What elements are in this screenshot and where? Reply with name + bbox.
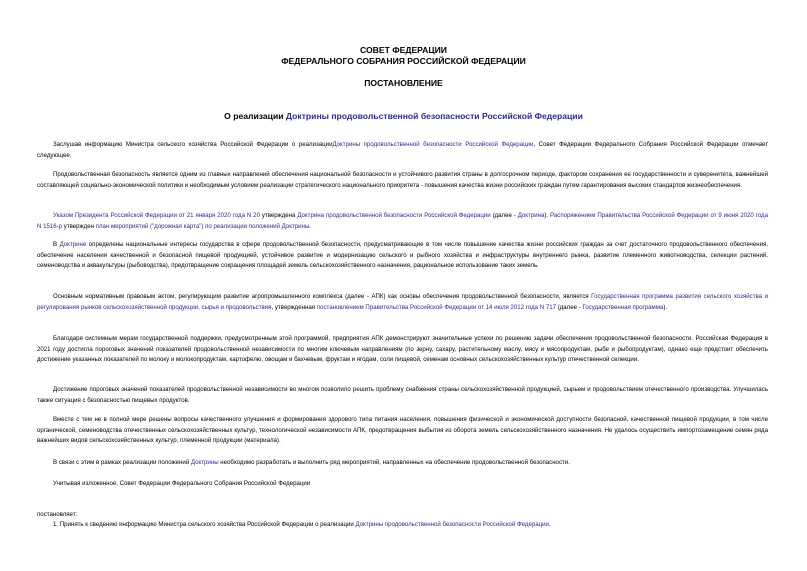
p5-text-3: (далее -	[556, 303, 583, 311]
p3-doctrine-link[interactable]: Доктрина продовольственной безопасности Российской Федерации	[297, 212, 491, 219]
p3-order-link[interactable]: Распоряжением Правительства Российской Федерации от 9 июня 2020 года N 1516-р	[37, 212, 768, 230]
p9-text-2: необходимо разработать и выполнить ряд мероприятий, направленных на обеспечение продовольственной безопасности.	[218, 459, 570, 466]
header-line-2: ФЕДЕРАЛЬНОГО СОБРАНИЯ РОССИЙСКОЙ ФЕДЕРАЦИИ	[281, 56, 526, 66]
paragraph-7	[37, 385, 768, 406]
p9-doctrine-link[interactable]: Доктрины	[190, 459, 219, 466]
paragraph-11	[37, 510, 768, 521]
p3-text-2: (далее -	[490, 212, 518, 219]
p1-text-2: , Совет Федерации Федерального Собрания Российской Федерации отмечает следующее.	[37, 141, 768, 159]
header-line-1: СОВЕТ ФЕДЕРАЦИИ	[360, 45, 447, 55]
document-title	[0, 111, 807, 121]
p11-text: постановляет:	[37, 511, 78, 518]
p5-program-short-link[interactable]: Государственная программа	[582, 303, 664, 311]
p1-text-1: Заслушав информацию Министра сельского хозяйства Российской Федерации о реализации	[53, 141, 333, 148]
p4-text-1: В	[53, 241, 60, 248]
p3-text-4: утвержден	[62, 222, 96, 230]
paragraph-5	[37, 292, 768, 313]
p4-doctrine-link[interactable]: Доктрине	[59, 241, 87, 248]
paragraph-8	[37, 415, 768, 447]
p7-text: Достижение пороговых значений показателей продовольственной независимости во многом позволило решить проблему снабжения страны сельскохозяйственной продукцией, сырьем и продовольствием отечественного производства. Улучшилась также ситуация с безопасностью пищевых продуктов.	[37, 386, 768, 404]
title-doctrine-link[interactable]: Доктрины продовольственной безопасности Российской Федерации	[285, 111, 583, 121]
p8-text: Вместе с тем не в полной мере решены вопросы качественного улучшения и формирования здорового типа питания населения, повышения физической и экономической доступности безопасной, качественной пищевой продукции, в том числе органической, семеноводства отечественных сельскохозяйственных культур, технологической независимости АПК, предотвращения выбытия из оборота земель сельскохозяйственного назначения. Не удалось осуществить импортозамещение семян ряда важнейших видов сельскохозяйственных культур, племенной продукции (материала).	[37, 416, 768, 445]
paragraph-6	[37, 334, 768, 366]
p5-resolution-link[interactable]: постановлением Правительства Российской Федерации от 14 июля 2012 года N 717	[316, 303, 557, 311]
p10-text: Учитывая изложенное, Совет Федерации Федерального Собрания Российской Федерации	[53, 480, 311, 487]
paragraph-10	[37, 479, 768, 490]
document-type: ПОСТАНОВЛЕНИЕ	[364, 78, 443, 88]
title-prefix: О реализации	[224, 111, 286, 121]
paragraph-12	[37, 520, 768, 531]
paragraph-4	[37, 240, 768, 272]
paragraph-9	[37, 458, 768, 469]
p1-doctrine-link[interactable]: Доктрины продовольственной безопасности Российской Федерации	[332, 141, 534, 148]
paragraph-3	[37, 211, 768, 232]
p12-doctrine-link[interactable]: Доктрины продовольственной безопасности Российской Федерации	[355, 521, 549, 528]
p5-text-4: ).	[663, 303, 668, 311]
p9-text-1: В связи с этим в рамках реализации положений	[53, 459, 191, 466]
p12-text-1: 1. Принять к сведению информацию Министра сельского хозяйства Российской Федерации о реализации	[53, 521, 356, 528]
p5-text-1: Основным нормативным правовым актом, регулирующим развитие агропромышленного комплекса (далее - АПК) как основы обеспечения продовольственной безопасности, является	[53, 293, 592, 300]
paragraph-1	[37, 140, 768, 161]
p3-roadmap-link[interactable]: план мероприятий ("дорожная карта") по реализации положений Доктрины	[95, 222, 310, 230]
p6-text: Благодаря системным мерам государственной поддержки, предусмотренным этой программой, предприятия АПК демонстрируют значительные успехи по решению задачи обеспечения продовольственной безопасности. Российская Федерация в 2021 году достигла пороговых значений показателей продовольственной независимости по многим ключевым направлениям (по зерну, сахару, растительному маслу, мясу и мясопродуктам, рыбе и рыбопродуктам), однако еще предстоит обеспечить достижение указанных показателей по молоку и молокопродуктам, картофелю, овощам и бахчевым, фруктам и ягодам, соли пищевой, семенам основных сельскохозяйственных культур отечественной селекции.	[37, 335, 768, 364]
p4-text-2: определены национальные интересы государства в сфере продовольственной безопасности, предусматривающие в том числе повышение качества жизни российских граждан за счет достаточного продовольственного обеспечения, обеспечение населения качественной и безопасной пищевой продукцией, устойчивое развитие и модернизацию сельского и рыбного хозяйства и инфраструктуры внутреннего рынка, развитие племенного животноводства, селекции растений, семеноводства и аквакультуры (рыбоводства), предотвращение сокращения площадей земель сельскохозяйственного назначения, рациональное использование таких земель.	[37, 241, 768, 270]
p5-program-link[interactable]: Государственная программа развития сельского хозяйства и регулирования рынков сельскохозяйственной продукции, сырья и продовольствия	[37, 293, 769, 311]
p5-text-2: , утвержденная	[271, 303, 317, 311]
p3-decree-link[interactable]: Указом Президента Российской Федерации от 21 января 2020 года N 20	[53, 212, 260, 219]
p2-text: Продовольственная безопасность является одним из главных направлений обеспечения национальной безопасности и устойчивого развития страны в долгосрочном периоде, фактором сохранения ее государственности и суверенитета, важнейшей составляющей социально-экономической политики и необходимым условием реализации стратегического национального приоритета - повышения качества жизни российских граждан путем гарантирования высоких стандартов жизнеобеспечения.	[37, 171, 768, 189]
p12-text-2: .	[548, 521, 551, 528]
p3-doctrine-short-link[interactable]: Доктрина	[517, 212, 545, 219]
p3-text-1: утверждена	[259, 212, 298, 219]
p3-text-5: .	[309, 222, 311, 230]
p3-text-3: ).	[544, 212, 551, 219]
paragraph-2	[37, 170, 768, 191]
